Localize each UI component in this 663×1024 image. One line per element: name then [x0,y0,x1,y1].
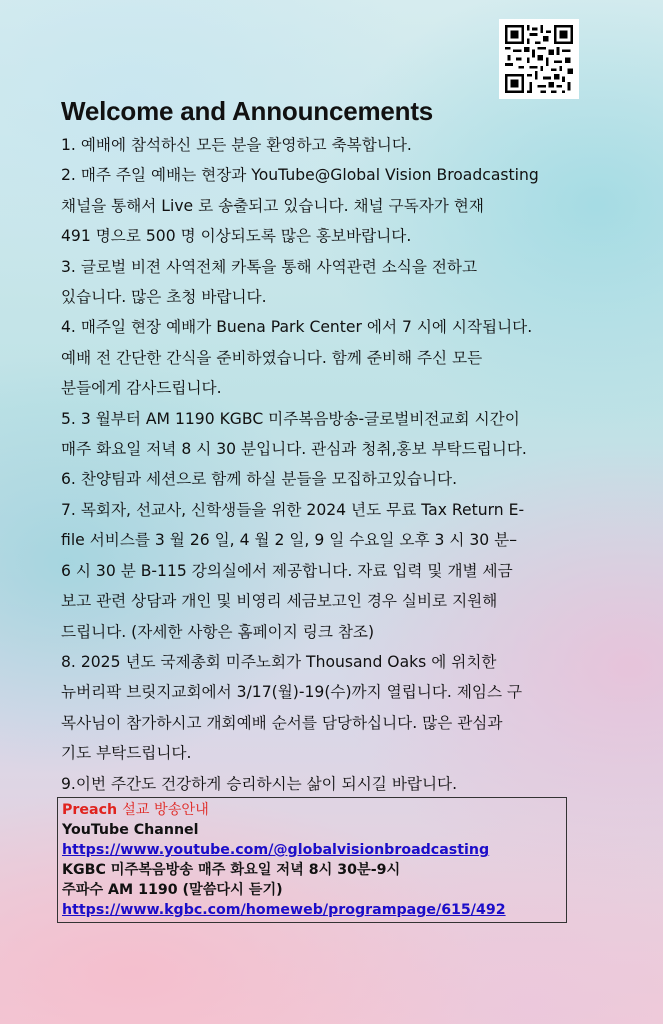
box-heading-text: 설교 방송안내 [122,802,209,818]
announcement-line: 1. 예배에 참석하신 모든 분을 환영하고 축복합니다. [61,136,412,154]
announcement-line: 3. 글로벌 비젼 사역전체 카톡을 통해 사역관련 소식을 전하고 [61,257,478,276]
youtube-label: YouTube Channel [62,822,199,838]
qr-code-graphic [505,25,573,93]
announcement-line: 드립니다. (자세한 사항은 홈페이지 링크 참조) [61,622,375,641]
announcement-line: 있습니다. 많은 초청 바랍니다. [61,288,267,307]
announcement-line: 채널을 통해서 Live 로 송출되고 있습니다. 채널 구독자가 현재 [61,196,484,215]
announcements-body [61,130,611,799]
preach-label: Preach [62,802,118,818]
box-heading [62,800,566,820]
announcement-line: 예배 전 간단한 간식을 준비하였습니다. 함께 준비해 주신 모든 [61,348,483,367]
youtube-link[interactable]: https://www.youtube.com/@globalvisionbroadcasting [62,842,490,858]
announcement-line: file 서비스를 3 월 26 일, 4 월 2 일, 9 일 수요일 오후 3 시 30 분– [61,531,518,550]
announcement-line: 491 명으로 500 명 이상되도록 많은 홍보바랍니다. [61,227,412,246]
announcement-line: 7. 목회자, 선교사, 신학생들을 위한 2024 년도 무료 Tax Return E- [61,500,525,519]
announcement-line: 4. 매주일 현장 예배가 Buena Park Center 에서 7 시에 시작됩니다. [61,318,533,337]
announcement-line: 보고 관련 상담과 개인 및 비영리 세금보고인 경우 실비로 지원해 [61,592,498,611]
broadcast-info-box [57,797,567,923]
announcement-line: 5. 3 월부터 AM 1190 KGBC 미주복음방송-글로벌비전교회 시간이 [61,409,520,428]
announcement-line: 분들에게 감사드립니다. [61,379,222,398]
qr-code-icon[interactable] [499,19,579,99]
announcement-line: 9.이번 주간도 건강하게 승리하시는 삶이 되시길 바랍니다. [61,774,458,793]
announcement-line: 매주 화요일 저녁 8 시 30 분입니다. 관심과 청취,홍보 부탁드립니다. [61,440,527,459]
kgbc-schedule: KGBC 미주복음방송 매주 화요일 저녁 8시 30분-9시 [62,862,401,878]
kgbc-link[interactable]: https://www.kgbc.com/homeweb/programpage/615/492 [62,902,506,918]
announcement-line: 뉴버리팍 브릿지교회에서 3/17(월)-19(수)까지 열립니다. 제임스 구 [61,683,523,702]
announcement-line: 목사님이 참가하시고 개회예배 순서를 담당하십니다. 많은 관심과 [61,713,503,732]
announcement-line: 8. 2025 년도 국제총회 미주노회가 Thousand Oaks 에 위치한 [61,652,497,671]
announcement-line: 6. 찬양팀과 세션으로 함께 하실 분들을 모집하고있습니다. [61,470,458,489]
announcement-line: 6 시 30 분 B-115 강의실에서 제공합니다. 자료 입력 및 개별 세금 [61,561,513,580]
page-title: Welcome and Announcements [61,96,434,126]
announcement-line: 기도 부탁드립니다. [61,744,192,763]
kgbc-frequency: 주파수 AM 1190 (말씀다시 듣기) [62,882,283,898]
announcement-line: 2. 매주 주일 예배는 현장과 YouTube@Global Vision Broadcasting [61,166,539,185]
